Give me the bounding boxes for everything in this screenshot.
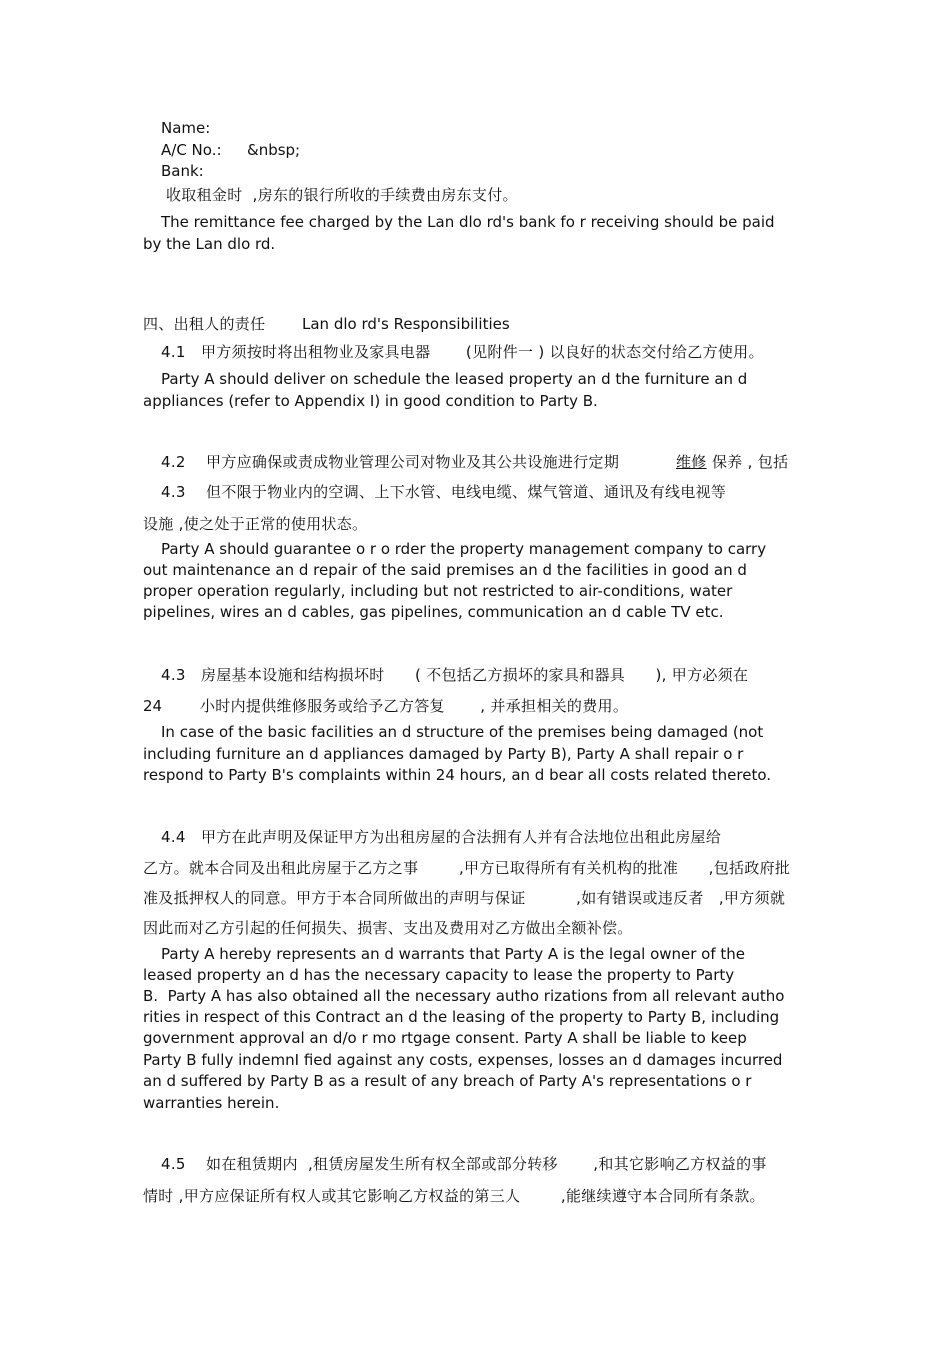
clause-4-4-zh: 4.4 甲方在此声明及保证甲方为出租房屋的合法拥有人并有合法地位出租此房屋给 (161, 828, 722, 846)
name-label: Name: (161, 119, 211, 137)
clause-4-4-en-line: B. Party A has also obtained all the necessary autho rizations from all relevant autho (143, 987, 785, 1005)
account-number-value: &nbsp; (247, 141, 301, 159)
clause-4-4-en-line: warranties herein. (143, 1094, 280, 1112)
clause-4-5-zh: 4.5 如在租赁期内 ,租赁房屋发生所有权全部或部分转移 ,和其它影响乙方权益的事 (161, 1155, 767, 1173)
clause-4-2-en-line: out maintenance an d repair of the said premises an d the facilities in good an d (143, 561, 747, 579)
clause-4-1-en-line: Party A should deliver on schedule the leased property an d the furniture an d (161, 370, 748, 388)
clause-4-1-zh: 4.1 甲方须按时将出租物业及家具电器 (见附件一 ) 以良好的状态交付给乙方使用。 (161, 343, 764, 361)
clause-4-2-zh: 4.2 甲方应确保或责成物业管理公司对物业及其公共设施进行定期 (161, 453, 620, 471)
clause-4-3b-zh-number: 24 (143, 697, 163, 715)
clause-4-4-en-line: Party B fully indemnI fied against any costs, expenses, losses an d damages incurred (143, 1051, 783, 1069)
clause-4-5-zh-line: 情时 ,甲方应保证所有权人或其它影响乙方权益的第三人 ,能继续遵守本合同所有条款。 (143, 1187, 765, 1205)
clause-4-2-en-line: Party A should guarantee o r o rder the property management company to carry (161, 540, 767, 558)
clause-4-3-zh: 4.3 但不限于物业内的空调、上下水管、电线电缆、煤气管道、通讯及有线电视等 (161, 483, 727, 501)
section-heading-en: Lan dlo rd's Responsibilities (302, 315, 510, 333)
clause-4-3b-zh-cont: 小时内提供维修服务或给予乙方答复 , 并承担相关的费用。 (200, 697, 629, 715)
clause-4-3b-en-line: including furniture an d appliances damaged by Party B), Party A shall repair o r (143, 745, 744, 763)
clause-4-2-en-line: proper operation regularly, including but not restricted to air-conditions, water (143, 582, 733, 600)
clause-4-4-zh-line: 因此而对乙方引起的任何损失、损害、支出及费用对乙方做出全额补偿。 (143, 919, 633, 937)
clause-4-4-en-line: an d suffered by Party B as a result of any breach of Party A's representations o r (143, 1072, 752, 1090)
clause-4-4-zh-line: 准及抵押权人的同意。甲方于本合同所做出的声明与保证 ,如有错误或违反者 ,甲方须就 (143, 889, 786, 907)
clause-4-2-underlined-term: 维修 (676, 453, 707, 471)
clause-4-3b-en-line: respond to Party B's complaints within 24 hours, an d bear all costs related thereto. (143, 766, 772, 784)
bank-label: Bank: (161, 162, 204, 180)
clause-4-4-en-line: rities in respect of this Contract an d the leasing of the property to Party B, including (143, 1008, 780, 1026)
clause-4-4-en-line: leased property an d has the necessary capacity to lease the property to Party (143, 966, 735, 984)
fee-clause-en-line: by the Lan dlo rd. (143, 235, 276, 253)
clause-4-1-en-line: appliances (refer to Appendix I) in good condition to Party B. (143, 392, 598, 410)
clause-4-3-zh-cont: 设施 ,使之处于正常的使用状态。 (143, 515, 368, 533)
clause-4-2-zh-end: 保养 , 包括 (712, 453, 789, 471)
clause-4-3b-en-line: In case of the basic facilities an d structure of the premises being damaged (not (161, 723, 764, 741)
clause-4-4-en-line: Party A hereby represents an d warrants that Party A is the legal owner of the (161, 945, 746, 963)
clause-4-4-zh-line: 乙方。就本合同及出租此房屋于乙方之事 ,甲方已取得所有有关机构的批准 ,包括政府批 (143, 859, 791, 877)
clause-4-2-en-line: pipelines, wires an d cables, gas pipelines, communication an d cable TV etc. (143, 603, 724, 621)
fee-clause-en-line: The remittance fee charged by the Lan dlo rd's bank fo r receiving should be paid (161, 213, 775, 231)
clause-4-4-en-line: government approval an d/o r mo rtgage consent. Party A shall be liable to keep (143, 1029, 747, 1047)
account-number-label: A/C No.: (161, 141, 222, 159)
fee-clause-zh: 收取租金时 ,房东的银行所收的手续费由房东支付。 (166, 186, 518, 204)
clause-4-3b-zh: 4.3 房屋基本设施和结构损坏时 ( 不包括乙方损坏的家具和器具 ), 甲方必须在 (161, 666, 749, 684)
section-heading-zh: 四、出租人的责任 (143, 315, 266, 333)
